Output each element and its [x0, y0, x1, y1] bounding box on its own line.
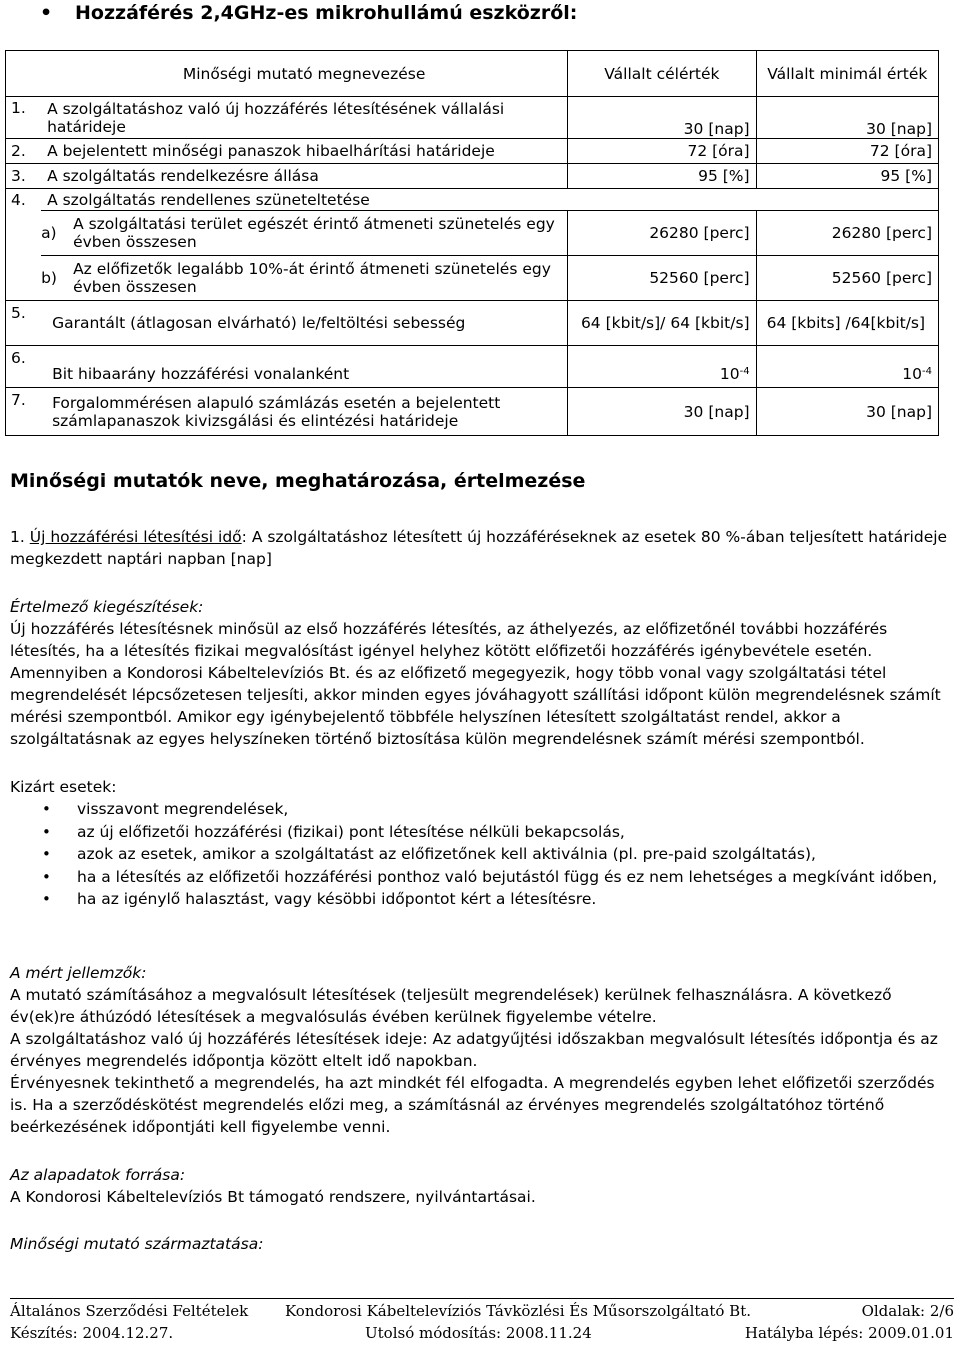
- heading-text: Hozzáférés 2,4GHz-es mikrohullámú eszközről:: [75, 2, 578, 24]
- table-row: 4. A szolgáltatás rendellenes szüneteltetése: [6, 189, 939, 211]
- szarmaztatas-title: Minőségi mutató származtatása:: [10, 1235, 264, 1253]
- header-target: Vállalt célérték: [568, 51, 756, 97]
- table-row: 2. A bejelentett minőségi panaszok hibaelhárítási határideje 72 [óra] 72 [óra]: [6, 139, 939, 164]
- mert-p2: A szolgáltatáshoz való új hozzáférés létesítések ideje: Az adatgyűjtési időszakban megvalósult létesítés időpontja és az érvényes megrendelés időpontja között eltelt idő napokban.: [10, 1030, 938, 1070]
- footer-divider: [10, 1298, 954, 1299]
- table-row: 7. Forgalommérésen alapuló számlázás esetén a bejelentett számlapanaszok kivizsgálási és elintézési határideje 30 [nap] 30 [nap]: [6, 388, 939, 436]
- mert-p1: A mutató számításához a megvalósult létesítések (teljesült megrendelések) kerülnek felhasználásra. A következő év(ek)re áthúzódó létesítések a megvalósulás évében kerülnek figyelembe vételre.: [10, 986, 892, 1026]
- document-page: • Hozzáférés 2,4GHz-es mikrohullámú eszközről: Minőségi mutató megnevezése Vállalt célérték Vállalt minimál érték 1. A szolgáltatáshoz való új hozzáférés létesítésének vállalási határideje 30 [nap] 30 [nap] 2. A bejelentett minőségi panaszok hibaelhárítási határideje 72 [óra] 72 [óra] 3. A szolgáltatás rendelkezésre állása 95 [%] 95 [%] 4. A szolgáltatás rendellenes szüneteltetése a) A szolgáltatási terület egészét érintő átmeneti szünetelés egy évben összesen 26280 [perc] 26280 [perc] b) Az előfizetők legalább 10%-át érintő átmeneti szünetelés egy évben összesen 52560 [perc] 52560 [perc] 5. Garantált (átlagosan elvárható) le/feltöltési sebesség 64 [kbit/s]/ 64 [kbit/s] 64 [kbits] /64[kbit/s] 6. Bit hibaarány hozzáférési vonalanként $10^{-4}$ $10^{-4}$ 7. Forgalommérésen alapuló számlázás esetén a bejelentett számlapanaszok kivizsgálási és elintézési határideje 30 [nap] 30 [nap] Minőségi mutatók neve, meghatározása, értelmezése 1. Új hozzáférési létesítési idő: A szolgáltatáshoz létesített új hozzáféréseknek az esetek 80 %-ában teljesített határideje megkezdett naptári napban [nap] Értelmező kiegészítések: Új hozzáférés létesítésnek minősül az első hozzáférés létesítés, az áthelyezés, az előfizetőnél további hozzáférés létesítés, ha a létesítés fizikai megvalósítást igényel helyhez kötött előfizetői hozzáférés igénybevétele esetén. Amennyiben a Kondorosi Kábeltelevíziós Bt. és az előfizető megegyezik, hogy több vonal vagy szolgáltatási tétel megrendelését lépcsőzetesen teljesíti, akkor minden egyes jóváhagyott szállítási időpont külön megrendelésnek számít mérési szempontból. Amikor egy igénybejelentő többféle helyszínen létesített szolgáltatást rendel, akkor a szolgáltatásnak az egyes helyszíneken történő biztosítása külön megrendelésnek számít mérési szempontból. Kizárt esetek: • visszavont megrendelések, • az új előfizetői hozzáférési (fizikai) pont létesítése nélküli bekapcsolás, • azok az esetek, amikor a szolgáltatást az előfizetőnek kell aktiválnia (pl. pre-paid szolgáltatás), • ha a létesítés az előfizetői hozzáférési ponthoz való bejutástól függ és ez nem lehetséges a megkívánt időben, • ha az igénylő halasztást, vagy késöbbi időpontot kért a létesítésre. A mért jellemzők: A mutató számításához a megvalósult létesítések (teljesült megrendelések) kerülnek felhasználásra. A következő év(ek)re áthúzódó létesítések a megvalósulás évében kerülnek figyelembe vételre. A szolgáltatáshoz való új hozzáférés létesítések ideje: Az adatgyűjtési időszakban megvalósult létesítés időpontja és az érvényes megrendelés időpontja között eltelt idő napokban. Érvényesnek tekinthető a megrendelés, ha azt mindkét fél elfogadta. A megrendelés egyben lehet előfizetői szerződés is. Ha a szerződéskötést megrendelés előzi meg, a számításnál az érvényes megrendelés szolgáltatóhoz történő beérkezésének időpontjáti kell figyelembe venni. Az alapadatok forrása: A Kondorosi Kábeltelevíziós Bt támogató rendszere, nyilvántartásai. Minőségi mutató származtatása: Általános Szerződési Feltételek Kondorosi Kábeltelevíziós Távközlési És Műsorszolgáltató Bt. Oldalak: 2/6 Készítés: 2004.12.27. Utolsó módosítás: 2008.11.24 Hatályba lépés: 2009.01.01: [0, 0, 960, 1345]
- list-item: • visszavont megrendelések,: [10, 798, 950, 821]
- definition-paragraph: 1. Új hozzáférési létesítési idő: A szolgáltatáshoz létesített új hozzáféréseknek az esetek 80 %-ában teljesített határideje megkezdett naptári napban [nap]: [10, 528, 948, 568]
- ertelmezo-title: Értelmező kiegészítések:: [10, 598, 204, 616]
- kizart-title: Kizárt esetek:: [10, 778, 117, 796]
- quality-indicator-table: [5, 50, 939, 436]
- table-row: 1. A szolgáltatáshoz való új hozzáférés létesítésének vállalási határideje 30 [nap] 30 [nap]: [6, 97, 939, 139]
- mert-p3: Érvényesnek tekinthető a megrendelés, ha azt mindkét fél elfogadta. A megrendelés egyben lehet előfizetői szerződés is. Ha a szerződéskötést megrendelés előzi meg, a számításnál az érvényes megrendelés szolgáltatóhoz történő beérkezésének időpontjáti kell figyelembe venni.: [10, 1074, 935, 1136]
- list-item: • ha a létesítés az előfizetői hozzáférési ponthoz való bejutástól függ és ez nem lehetséges a megkívánt időben,: [10, 866, 950, 889]
- header-name: Minőségi mutató megnevezése: [41, 51, 568, 97]
- ertelmezo-text: Új hozzáférés létesítésnek minősül az első hozzáférés létesítés, az áthelyezés, az előfizetőnél további hozzáférés létesítés, ha a létesítés fizikai megvalósítást igényel helyhez kötött előfizetői hozzáférés igénybevétele esetén. Amennyiben a Kondorosi Kábeltelevíziós Bt. és az előfizető megegyezik, hogy több vonal vagy szolgáltatási tétel megrendelését lépcsőzetesen teljesíti, akkor minden egyes jóváhagyott szállítási időpont külön megrendelésnek számít mérési szempontból. Amikor egy igénybejelentő többféle helyszínen létesített szolgáltatást rendel, akkor a szolgáltatásnak az egyes helyszíneken történő biztosítása külön megrendelésnek számít mérési szempontból.: [10, 620, 941, 748]
- section-title: Minőségi mutatók neve, meghatározása, értelmezése: [10, 470, 586, 492]
- header-minimum: Vállalt minimál érték: [756, 51, 938, 97]
- table-row: 5. Garantált (átlagosan elvárható) le/feltöltési sebesség 64 [kbit/s]/ 64 [kbit/s] 64 [kbits] /64[kbit/s]: [6, 301, 939, 346]
- forras-text: A Kondorosi Kábeltelevíziós Bt támogató rendszere, nyilvántartásai.: [10, 1188, 536, 1206]
- mert-title: A mért jellemzők:: [10, 964, 147, 982]
- defined-term: Új hozzáférési létesítési idő: [29, 528, 242, 546]
- forras-title: Az alapadatok forrása:: [10, 1166, 186, 1184]
- list-item: • ha az igénylő halasztást, vagy késöbbi időpontot kért a létesítésre.: [10, 888, 950, 911]
- table-row: b) Az előfizetők legalább 10%-át érintő átmeneti szünetelés egy évben összesen 52560 [perc] 52560 [perc]: [6, 256, 939, 301]
- list-item: • az új előfizetői hozzáférési (fizikai) pont létesítése nélküli bekapcsolás,: [10, 821, 950, 844]
- excluded-cases-list: [10, 798, 950, 911]
- list-item: • azok az esetek, amikor a szolgáltatást az előfizetőnek kell aktiválnia (pl. pre-paid szolgáltatás),: [10, 843, 950, 866]
- bullet: •: [40, 2, 53, 24]
- table-row: 3. A szolgáltatás rendelkezésre állása 95 [%] 95 [%]: [6, 164, 939, 189]
- table-row: a) A szolgáltatási terület egészét érintő átmeneti szünetelés egy évben összesen 26280 [perc] 26280 [perc]: [6, 211, 939, 256]
- table-header-row: [6, 51, 939, 97]
- table-row: 6. Bit hibaarány hozzáférési vonalanként $10^{-4}$ $10^{-4}$: [6, 346, 939, 388]
